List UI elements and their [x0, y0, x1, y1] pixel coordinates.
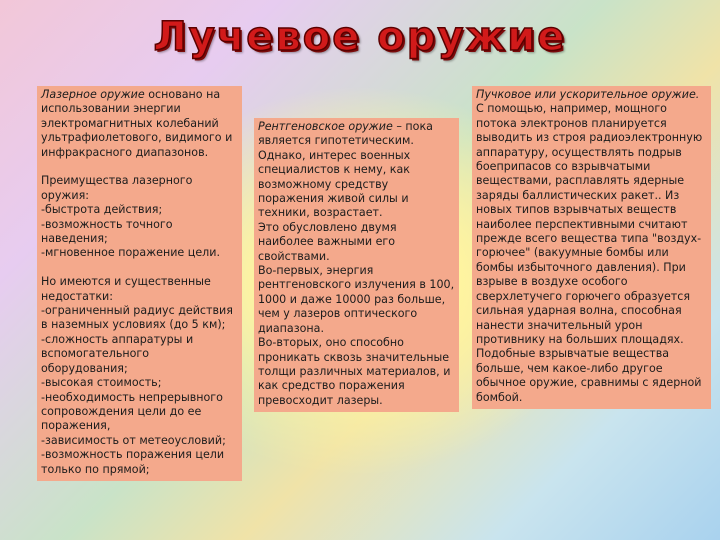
- beam-body: С помощью, например, мощного потока электронов планируется выводить из строя радиоэлектронную аппаратуру, осуществлять подрыв боеприпасов со взрывчатыми веществами, расплавлять ядерные заряды баллистических ракет.. Из новых типов взрывчатых веществ наиболее перспективными считают прежде всего вещества типа "воздух-горючее" (вакуумные бомбы или бомбы избыточного давления). При взрыве в воздухе особого сверхлетучего горючего образуется сильная ударная волна, способная нанести значительный урон противнику на больших площадях. Подобные взрывчатые вещества больше, чем какое-либо другое обычное оружие, сравнимы с ядерной бомбой.: [476, 102, 703, 404]
- xray-lead: Рентгеновское оружие: [258, 120, 393, 133]
- laser-weapon-column: [37, 86, 242, 481]
- xray-intro: [258, 120, 455, 221]
- disadvantage-item: -возможность поражения цели только по прямой;: [41, 448, 225, 476]
- xray-paragraph: Это обусловлено двумя наиболее важными его свойствами.: [258, 220, 397, 263]
- advantage-item: -быстрота действия;: [41, 203, 163, 217]
- laser-lead: Лазерное оружие: [41, 88, 145, 101]
- advantages-title: Преимущества лазерного оружия:: [41, 174, 193, 202]
- disadvantage-item: -необходимость непрерывного сопровождения цели до ее поражения,: [41, 390, 223, 433]
- beam-heading: Пучковое или ускорительное оружие.: [476, 88, 700, 101]
- xray-paragraph: Во-первых, энергия рентгеновского излучения в 100, 1000 и даже 10000 раз больше, чем у лазеров оптического диапазона.: [258, 264, 455, 335]
- beam-weapon-column: [472, 86, 711, 409]
- disadvantage-item: -сложность аппаратуры и вспомогательного оборудования;: [41, 332, 194, 375]
- xray-intro-text: – пока является гипотетическим. Однако, интерес военных специалистов к нему, как возможному средству поражения живой силы и техники, возрастает.: [258, 120, 433, 220]
- disadvantage-item: -ограниченный радиус действия в наземных условиях (до 5 км);: [41, 304, 233, 332]
- advantage-item: -мгновенное поражение цели.: [41, 246, 220, 260]
- xray-paragraph: Во-вторых, оно способно проникать сквозь значительные толщи различных материалов, и как средство поражения превосходит лазеры.: [258, 336, 451, 407]
- xray-weapon-column: [254, 118, 459, 412]
- laser-intro-text: основано на использовании энергии электромагнитных колебаний ультрафиолетового, видимого и инфракрасного диапазонов.: [41, 88, 233, 159]
- slide-title: Лучевое оружие: [153, 14, 567, 60]
- disadvantages-title: Но имеются и существенные недостатки:: [41, 275, 211, 303]
- laser-intro: [41, 88, 238, 160]
- disadvantage-item: -высокая стоимость;: [41, 376, 162, 390]
- advantage-item: -возможность точного наведения;: [41, 217, 173, 246]
- disadvantage-item: -зависимость от метеоусловий;: [41, 433, 226, 447]
